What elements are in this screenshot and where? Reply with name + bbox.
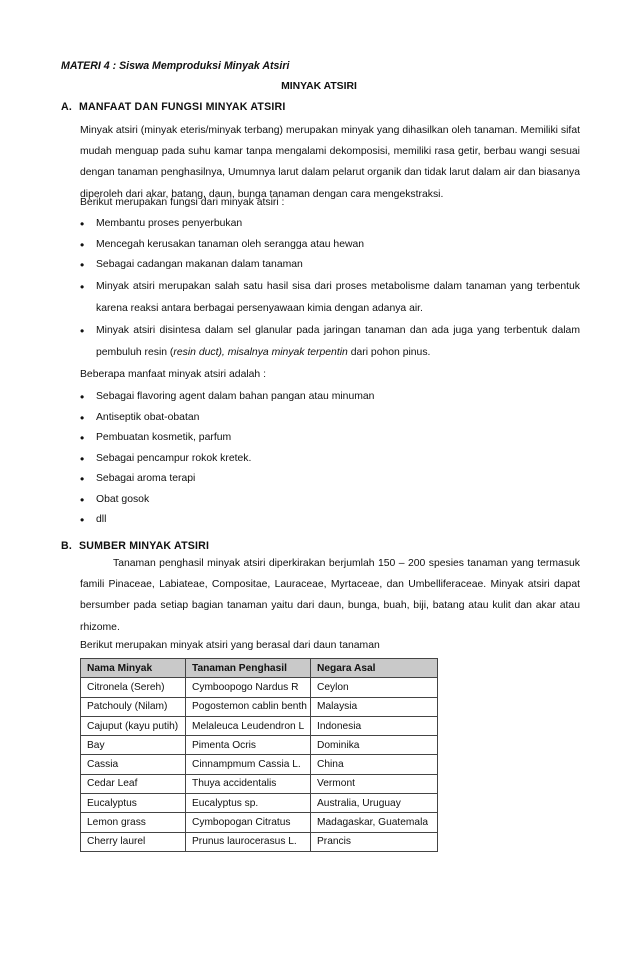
column-header: Nama Minyak — [81, 659, 186, 678]
fungsi-last-italic: resin duct), misalnya minyak terpentin — [173, 346, 348, 358]
table-cell: Thuya accidentalis — [186, 774, 311, 793]
table-cell: Citronela (Sereh) — [81, 678, 186, 697]
list-item: • Minyak atsiri merupakan salah satu hasil sisa dari proses metabolisme dalam tanaman yang terbentuk karena reaksi antara berbagai persenyawaan kimia dengan adanya air. — [80, 276, 580, 320]
list-item: • Antiseptik obat-obatan — [80, 408, 580, 429]
list-item: • Sebagai aroma terapi — [80, 469, 580, 490]
list-item: • Mencegah kerusakan tanaman oleh serangga atau hewan — [80, 235, 580, 256]
table-caption: Berikut merupakan minyak atsiri yang berasal dari daun tanaman — [80, 640, 380, 651]
section-a-letter: A. — [61, 101, 72, 113]
manfaat-lead: Beberapa manfaat minyak atsiri adalah : — [80, 369, 266, 380]
column-header: Negara Asal — [311, 659, 438, 678]
table-row — [81, 774, 438, 793]
table-cell: Bay — [81, 736, 186, 755]
table-cell: Pimenta Ocris — [186, 736, 311, 755]
table-row — [81, 832, 438, 851]
list-item: • Sebagai flavoring agent dalam bahan pangan atau minuman — [80, 387, 580, 408]
list-item: • dll — [80, 510, 580, 531]
table-cell: Cedar Leaf — [81, 774, 186, 793]
fungsi-last-tail: dari pohon pinus. — [347, 346, 431, 358]
section-a-title: MANFAAT DAN FUNGSI MINYAK ATSIRI — [79, 101, 286, 113]
list-item: • Sebagai pencampur rokok kretek. — [80, 449, 580, 470]
essential-oil-table — [80, 658, 438, 852]
section-a-heading — [61, 101, 286, 113]
table-cell: Prancis — [311, 832, 438, 851]
table-cell: Australia, Uruguay — [311, 794, 438, 813]
section-b-title: SUMBER MINYAK ATSIRI — [79, 540, 210, 552]
table-row — [81, 755, 438, 774]
table-cell: Ceylon — [311, 678, 438, 697]
table-cell: China — [311, 755, 438, 774]
table-cell: Malaysia — [311, 697, 438, 716]
fungsi-list — [80, 214, 580, 364]
table-cell: Patchouly (Nilam) — [81, 697, 186, 716]
column-header: Tanaman Penghasil — [186, 659, 311, 678]
table-row — [81, 697, 438, 716]
table-cell: Eucalyptus sp. — [186, 794, 311, 813]
page-title: MINYAK ATSIRI — [281, 81, 357, 92]
table-row — [81, 736, 438, 755]
list-item: • Membantu proses penyerbukan — [80, 214, 580, 235]
table-cell: Pogostemon cablin benth — [186, 697, 311, 716]
table-cell: Melaleuca Leudendron L — [186, 716, 311, 735]
list-item — [80, 320, 580, 364]
table-cell: Madagaskar, Guatemala — [311, 813, 438, 832]
section-b-paragraph: Tanaman penghasil minyak atsiri diperkirakan berjumlah 150 – 200 spesies tanaman yang termasuk famili Pinaceae, Labiateae, Compositae, Lauraceae, Myrtaceae, dan Umbelliferaceae. Minyak atsiri dapat bersumber pada setiap bagian tanaman yaitu dari daun, bunga, buah, biji, batang atau kulit dan akar atau rhizome. — [80, 558, 580, 633]
table-cell: Dominika — [311, 736, 438, 755]
document-header: MATERI 4 : Siswa Memproduksi Minyak Atsiri — [61, 60, 290, 72]
table-cell: Cassia — [81, 755, 186, 774]
manfaat-list — [80, 387, 580, 531]
table-row — [81, 813, 438, 832]
table-cell: Vermont — [311, 774, 438, 793]
table-cell: Prunus laurocerasus L. — [186, 832, 311, 851]
table-row — [81, 678, 438, 697]
table-cell: Cajuput (kayu putih) — [81, 716, 186, 735]
table-cell: Eucalyptus — [81, 794, 186, 813]
section-a-intro: Minyak atsiri (minyak eteris/minyak terbang) merupakan minyak yang dihasilkan oleh tanaman. Memiliki sifat mudah menguap pada suhu kamar tanpa mengalami dekomposisi, memiliki rasa getir, berbau wangi sesuai dengan tanaman penghasilnya, Umumnya larut dalam pelarut organik dan tidak larut dalam air dan biasanya diperoleh dari akar, batang, daun, bunga tanaman dengan cara mengekstraksi. — [80, 125, 580, 200]
table-header-row — [81, 659, 438, 678]
table-row — [81, 716, 438, 735]
fungsi-lead: Berikut merupakan fungsi dari minyak atsiri : — [80, 197, 285, 208]
list-item: • Obat gosok — [80, 490, 580, 511]
table-cell: Lemon grass — [81, 813, 186, 832]
table-cell: Cinnampmum Cassia L. — [186, 755, 311, 774]
table-cell: Indonesia — [311, 716, 438, 735]
fungsi-last-text: Minyak atsiri disintesa dalam sel glanular pada jaringan tanaman dan ada juga yang terbentuk dalam pembuluh resin ( — [96, 324, 580, 358]
table-cell: Cymboopogo Nardus R — [186, 678, 311, 697]
list-item: • Sebagai cadangan makanan dalam tanaman — [80, 255, 580, 276]
list-item: • Pembuatan kosmetik, parfum — [80, 428, 580, 449]
section-b-letter: B. — [61, 540, 72, 552]
table-cell: Cymbopogan Citratus — [186, 813, 311, 832]
table-cell: Cherry laurel — [81, 832, 186, 851]
section-b-heading — [61, 540, 209, 552]
table-row — [81, 794, 438, 813]
